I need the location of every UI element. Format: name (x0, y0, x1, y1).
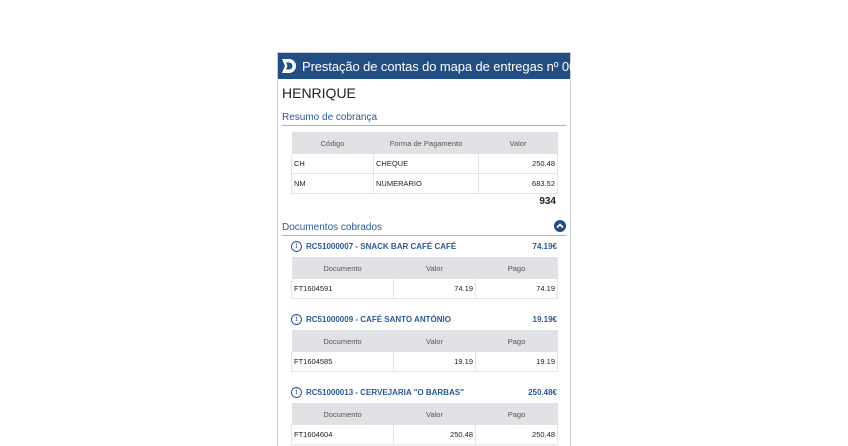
info-icon[interactable]: i (291, 387, 302, 398)
receipt-header[interactable] (291, 312, 557, 326)
documentos-title-label: Documentos cobrados (282, 222, 383, 233)
collapse-button[interactable] (554, 220, 566, 232)
info-icon[interactable]: i (291, 314, 302, 325)
table-cell: CH (292, 154, 374, 174)
column-header: Documento (292, 330, 394, 352)
receipt-amount: 250.48€ (528, 387, 557, 397)
table-row (292, 425, 558, 445)
column-header: Forma de Pagamento (374, 132, 479, 154)
table-cell: FT1604585 (292, 352, 394, 372)
receipt-header[interactable] (291, 385, 557, 399)
receipt-amount: 74.19€ (532, 241, 557, 251)
column-header: Valor (394, 330, 476, 352)
column-header: Pago (476, 403, 558, 425)
table-cell: 74.19 (476, 279, 558, 299)
table-cell: NUMERARIO (374, 174, 479, 194)
accountability-panel (277, 52, 605, 446)
table-row (292, 279, 558, 299)
table-cell: 683.52 (479, 174, 558, 194)
receipt-header[interactable] (291, 239, 557, 253)
receipt-amount: 19.19€ (532, 314, 557, 324)
table-cell: 19.19 (394, 352, 476, 372)
table-cell: FT1604604 (292, 425, 394, 445)
documentos-section-title (282, 222, 566, 236)
receipt-documents-table (291, 403, 558, 445)
page-title: Prestação de contas do mapa de entregas nº 007352 (302, 58, 605, 74)
receipt-reference: RC51000013 - CERVEJARIA "O BARBAS" (306, 387, 464, 397)
table-cell: FT1604591 (292, 279, 394, 299)
table-row (292, 174, 558, 194)
receipt-documents-table (291, 257, 558, 299)
resumo-section-title: Resumo de cobrança (282, 112, 566, 126)
table-cell: 250.48 (476, 425, 558, 445)
receipt-documents-table (291, 330, 558, 372)
column-header: Pago (476, 330, 558, 352)
receipt-reference: RC51000007 - SNACK BAR CAFÉ CAFÉ (306, 241, 457, 251)
info-icon[interactable]: i (291, 241, 302, 252)
d-logo-icon (280, 56, 298, 76)
column-header: Valor (479, 132, 558, 154)
table-cell: 19.19 (476, 352, 558, 372)
table-cell: 74.19 (394, 279, 476, 299)
table-cell: 250.48 (394, 425, 476, 445)
column-header: Código (292, 132, 374, 154)
receipt-reference: RC51000009 - CAFÉ SANTO ANTÓNIO (306, 314, 451, 324)
header-bar (278, 53, 605, 79)
resumo-table (291, 132, 558, 194)
chevron-up-icon (556, 222, 564, 230)
table-cell: 250.48 (479, 154, 558, 174)
column-header: Valor (394, 257, 476, 279)
table-row (292, 352, 558, 372)
table-cell: CHEQUE (374, 154, 479, 174)
column-header: Documento (292, 403, 394, 425)
column-header: Valor (394, 403, 476, 425)
table-row (292, 154, 558, 174)
resumo-total: 934 (539, 196, 556, 207)
table-cell: NM (292, 174, 374, 194)
column-header: Documento (292, 257, 394, 279)
column-header: Pago (476, 257, 558, 279)
driver-name: HENRIQUE (282, 85, 356, 101)
